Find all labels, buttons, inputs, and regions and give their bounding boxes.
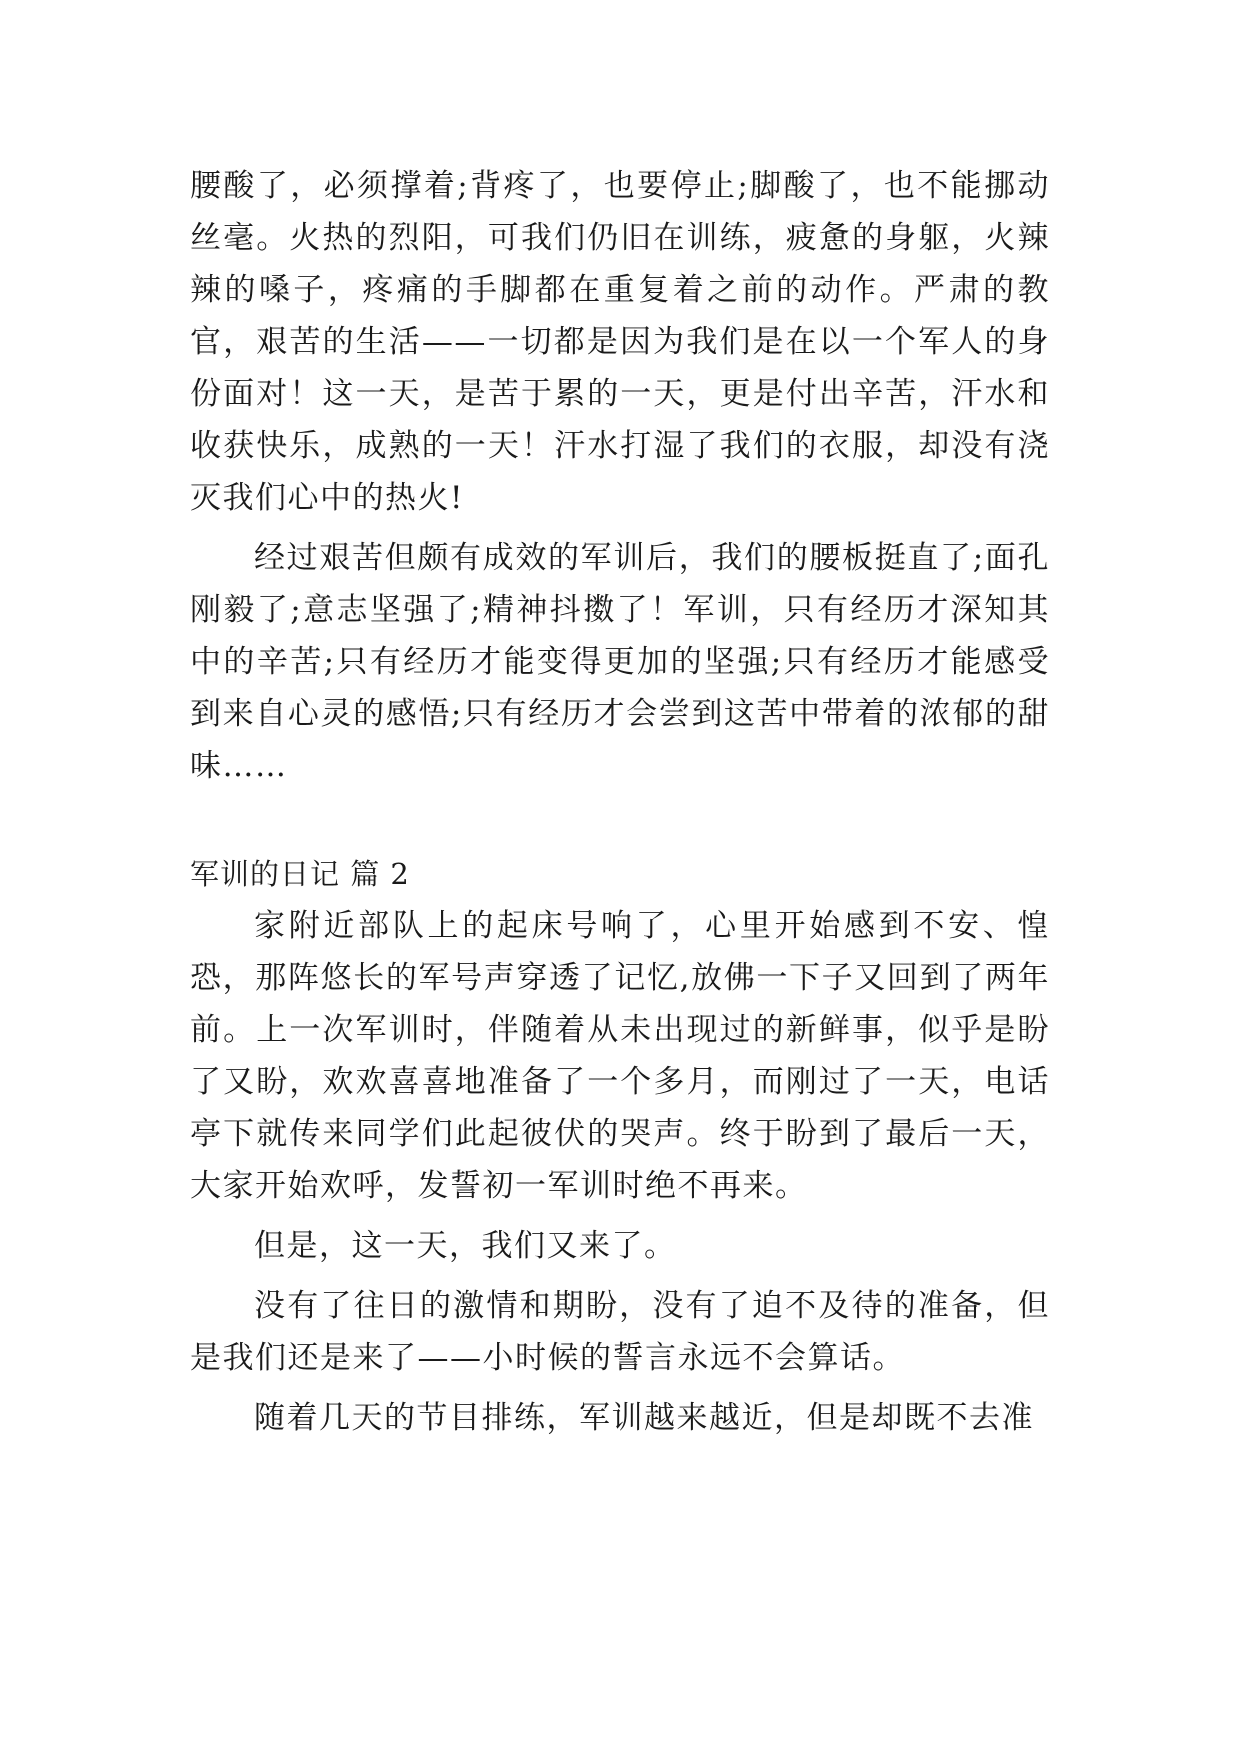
paragraph: 家附近部队上的起床号响了，心里开始感到不安、惶恐，那阵悠长的军号声穿透了记忆,放佛一下子又回到了两年前。上一次军训时，伴随着从未出现过的新鲜事，似乎是盼了又盼，欢欢喜喜地准备了一个多月，而刚过了一天，电话亭下就传来同学们此起彼伏的哭声。终于盼到了最后一天，大家开始欢呼，发誓初一军训时绝不再来。 — [190, 908, 1050, 1204]
document-page — [190, 160, 1050, 1444]
paragraph-gap — [190, 524, 1050, 532]
paragraph: 没有了往日的激情和期盼，没有了迫不及待的准备，但是我们还是来了——小时候的誓言永远不会算话。 — [190, 1288, 1050, 1376]
paragraph-gap — [190, 1272, 1050, 1280]
paragraph: 但是，这一天，我们又来了。 — [254, 1228, 677, 1264]
paragraph: 随着几天的节目排练，军训越来越近，但是却既不去准 — [254, 1400, 1034, 1436]
paragraph-gap — [190, 1212, 1050, 1220]
section-gap — [190, 792, 1050, 848]
section-title: 军训的日记 篇 2 — [190, 857, 410, 891]
paragraph-gap — [190, 1384, 1050, 1392]
paragraph: 腰酸了，必须撑着;背疼了，也要停止;脚酸了，也不能挪动丝毫。火热的烈阳，可我们仍旧在训练，疲惫的身躯，火辣辣的嗓子，疼痛的手脚都在重复着之前的动作。严肃的教官，艰苦的生活——一切都是因为我们是在以一个军人的身份面对！这一天，是苦于累的一天，更是付出辛苦，汗水和收获快乐，成熟的一天！汗水打湿了我们的衣服，却没有浇灭我们心中的热火! — [190, 168, 1050, 516]
paragraph: 经过艰苦但颇有成效的军训后，我们的腰板挺直了;面孔刚毅了;意志坚强了;精神抖擞了！军训，只有经历才深知其中的辛苦;只有经历才能变得更加的坚强;只有经历才能感受到来自心灵的感悟;只有经历才会尝到这苦中带着的浓郁的甜味…… — [190, 540, 1050, 784]
